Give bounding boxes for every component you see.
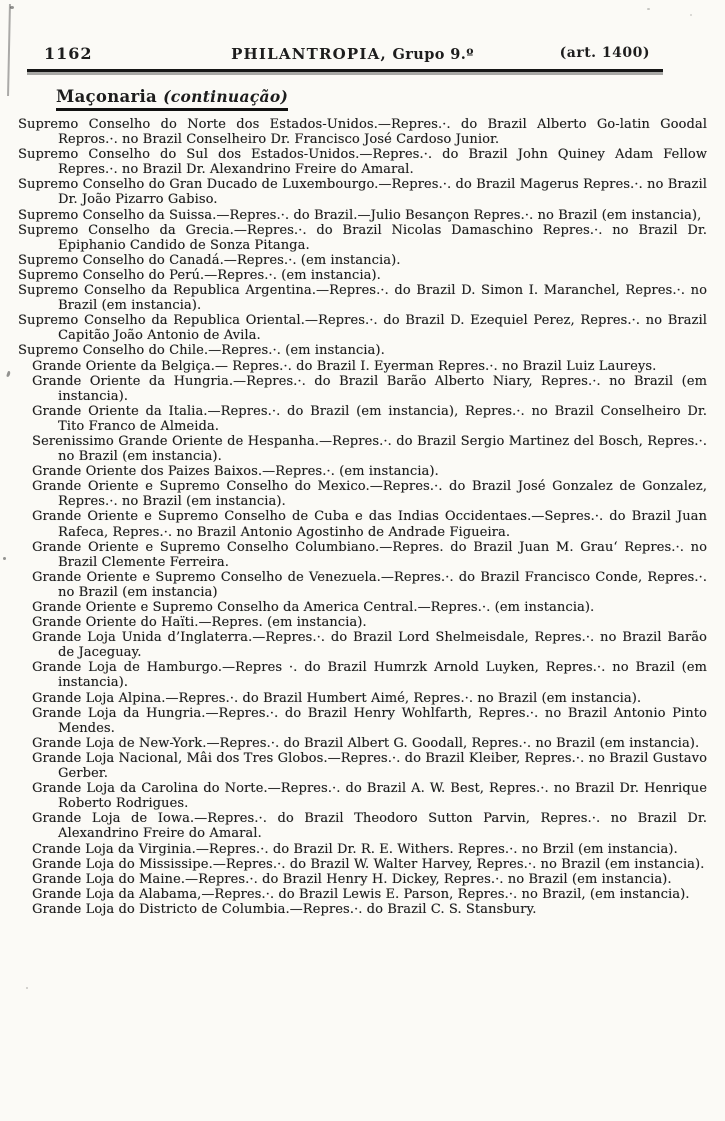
masonic-entry: Grande Oriente da Italia.—Repres.·. do Brazil (em instancia), Repres.·. no Brazil Conselheiro Dr. Tito Franco de Almeida.: [32, 403, 707, 434]
page-header: [0, 0, 725, 68]
masonic-entry: Grande Oriente e Supremo Conselho da America Central.—Repres.·. (em instancia).: [32, 600, 595, 615]
masonic-entry: Grande Loja Unida d’Inglaterra.—Repres.·. do Brazil Lord Shelmeisdale, Repres.·. no Brazil Barão de Jaceguay.: [32, 630, 707, 661]
masonic-entry: Supremo Conselho do Sul dos Estados-Unidos.—Repres.·. do Brazil John Quiney Adam Fellow Repres.·. no Brazil Dr. Alexandrino Freire do Amaral.: [18, 147, 707, 178]
masonic-entry: Supremo Conselho da Republica Oriental.—Repres.·. do Brazil D. Ezequiel Perez, Repres.·. no Brazil Capitão João Antonio de Avila.: [18, 313, 707, 344]
scan-speck: [6, 371, 11, 378]
masonic-entry: Supremo Conselho da Republica Argentina.—Repres.·. do Brazil D. Simon I. Maranchel, Repres.·. no Brazil (em instancia).: [18, 283, 707, 314]
masonic-entry: Grande Loja do Districto de Columbia.—Repres.·. do Brazil C. S. Stansbury.: [32, 901, 537, 917]
masonic-entry: Grande Loja de New-York.—Repres.·. do Brazil Albert G. Goodall, Repres.·. no Brazil (em instancia).: [32, 735, 700, 751]
masonic-entry: Grande Loja de Hamburgo.—Repres ·. do Brazil Humrzk Arnold Luyken, Repres.·. no Brazil (em instancia).: [32, 660, 707, 691]
masonic-entry: Supremo Conselho do Norte dos Estados-Unidos.—Repres.·. do Brazil Alberto Go-latin Goodal Repros.·. no Brazil Conselheiro Dr. Francisco José Cardoso Junior.: [18, 117, 707, 148]
masonic-entry: Grande Oriente e Supremo Conselho Columbiano.—Repres. do Brazil Juan M. Grau‘ Repres.·. no Brazil Clemente Ferreira.: [32, 539, 707, 570]
masonic-entry: Grande Loja de Iowa.—Repres.·. do Brazil Theodoro Sutton Parvin, Repres.·. no Brazil Dr. Alexandrino Freire do Amaral.: [32, 811, 707, 842]
masonic-entry: Supremo Conselho do Gran Ducado de Luxembourgo.—Repres.·. do Brazil Magerus Repres.·. no Brazil Dr. João Pizarro Gabiso.: [18, 177, 707, 208]
entry-list: [18, 117, 707, 917]
masonic-entry: Grande Loja Nacional, Mâi dos Tres Globos.—Repres.·. do Brazil Kleiber, Repres.·. no Brazil Gustavo Gerber.: [32, 750, 707, 782]
scan-speck: [3, 557, 6, 560]
article-reference: (art. 1400): [559, 45, 650, 61]
masonic-entry: Supremo Conselho da Suissa.—Repres.·. do Brazil.—Julio Besançon Repres.·. no Brazil (em instancia),: [18, 207, 702, 223]
masonic-entry: Grande Loja do Maine.—Repres.·. do Brazil Henry H. Dickey, Repres.·. no Brazil (em instancia).: [32, 871, 672, 887]
masonic-entry: Supremo Conselho do Canadá.—Repres.·. (em instancia).: [18, 252, 401, 268]
header-rule: [27, 69, 663, 72]
section-title: Maçonaria: [56, 87, 158, 106]
scan-speck: [26, 987, 28, 989]
masonic-entry: Crande Loja da Virginia.—Repres.·. do Brazil Dr. R. E. Withers. Repres.·. no Brzil (em instancia).: [32, 841, 678, 857]
page-number: 1162: [44, 44, 93, 63]
masonic-entry: Supremo Conselho da Grecia.—Repres.·. do Brazil Nicolas Damaschino Repres.·. no Brazil Dr. Epiphanio Candido de Sonza Pitanga.: [18, 222, 707, 253]
journal-group: Grupo 9.º: [392, 46, 474, 63]
masonic-entry: Grande Oriente dos Paizes Baixos.—Repres.·. (em instancia).: [32, 464, 439, 480]
masonic-entry: Grande Loja da Alabama,—Repres.·. do Brazil Lewis E. Parson, Repres.·. no Brazil, (em instancia).: [32, 886, 690, 902]
masonic-entry: Grande Oriente do Haïti.—Repres. (em instancia).: [32, 615, 367, 631]
masonic-entry: Supremo Conselho do Chile.—Repres.·. (em instancia).: [18, 343, 385, 359]
masonic-entry: Grande Oriente e Supremo Conselho de Venezuela.—Repres.·. do Brazil Francisco Conde, Repres.·. no Brazil (em instancia): [32, 569, 707, 600]
masonic-entry: Grande Oriente e Supremo Conselho do Mexico.—Repres.·. do Brazil José Gonzalez de Gonzalez, Repres.·. no Brazil (em instancia).: [32, 479, 707, 510]
masonic-entry: Grande Oriente e Supremo Conselho de Cuba e das Indias Occidentaes.—Sepres.·. do Brazil Juan Rafeca, Repres.·. no Brazil Antonio Agostinho de Andrade Figueira.: [32, 509, 707, 540]
masonic-entry: Grande Oriente da Hungria.—Repres.·. do Brazil Barão Alberto Niary, Repres.·. no Brazil (em instancia).: [32, 373, 707, 404]
masonic-entry: Grande Loja da Hungria.—Repres.·. do Brazil Henry Wohlfarth, Repres.·. no Brazil Antonio Pinto Mendes.: [32, 705, 707, 736]
masonic-entry: Serenissimo Grande Oriente de Hespanha.—Repres.·. do Brazil Sergio Martinez del Bosch, Repres.·. no Brazil (em instancia).: [32, 433, 707, 465]
masonic-entry: Grande Loja Alpina.—Repres.·. do Brazil Humbert Aimé, Repres.·. no Brazil (em instancia).: [32, 690, 642, 706]
masonic-entry: Grande Oriente da Belgiça.— Repres.·. do Brazil I. Eyerman Repres.·. no Brazil Luiz Laureys.: [32, 358, 657, 374]
journal-title: PHILANTROPIA,: [231, 45, 387, 63]
section-heading: [56, 87, 288, 111]
masonic-entry: Supremo Conselho do Perú.—Repres.·. (em instancia).: [18, 267, 381, 283]
masonic-entry: Grande Loja da Carolina do Norte.—Repres.·. do Brazil A. W. Best, Repres.·. no Brazil Dr. Henrique Roberto Rodrigues.: [32, 781, 707, 812]
masonic-entry: Grande Loja do Mississipe.—Repres.·. do Brazil W. Walter Harvey, Repres.·. no Brazil (em instancia).: [32, 856, 705, 872]
section-continuation: (continuação): [163, 87, 289, 106]
